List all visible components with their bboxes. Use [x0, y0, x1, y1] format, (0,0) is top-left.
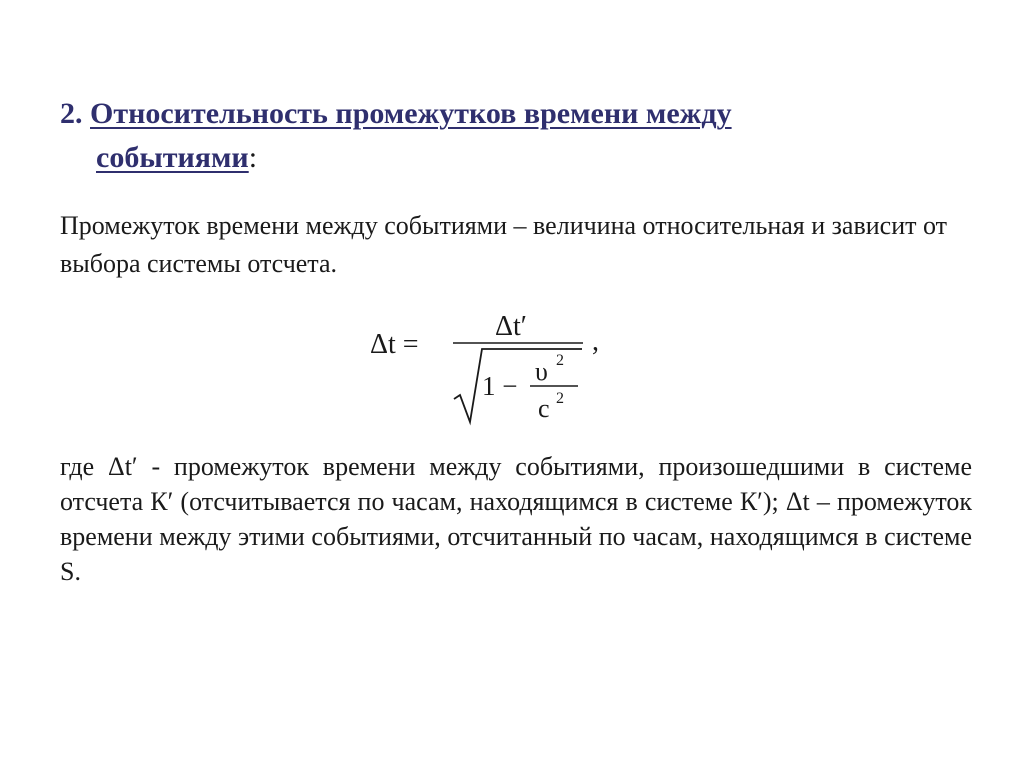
intro-paragraph: Промежуток времени между событиями – величина относительная и зависит от выбора системы отсчета. — [60, 211, 947, 278]
formula-comma: , — [592, 326, 599, 357]
velocity-exponent: 2 — [556, 352, 564, 369]
formula-svg — [370, 300, 620, 435]
title-line-1: Относительность промежутков времени между — [90, 97, 732, 130]
title-line-2: событиями — [96, 141, 249, 174]
title-number: 2. — [60, 97, 83, 130]
formula-lhs: Δt = — [370, 329, 419, 360]
time-dilation-formula — [370, 300, 620, 435]
formula-numerator: Δt′ — [495, 311, 527, 342]
light-speed-exponent: 2 — [556, 390, 564, 407]
slide-title — [60, 92, 940, 180]
explanation-paragraph: где Δt′ - промежуток времени между событиями, произошедшими в системе отсчета К′ (отсчитывается по часам, находящимся в системе К′); Δt – промежуток времени между этими событиями, отсчитанный по часам, находящимся в системе S. — [60, 452, 972, 586]
light-speed-symbol: c — [538, 394, 550, 423]
velocity-symbol: υ — [535, 357, 548, 386]
radicand-one: 1 − — [482, 371, 518, 401]
title-colon: : — [248, 141, 258, 174]
